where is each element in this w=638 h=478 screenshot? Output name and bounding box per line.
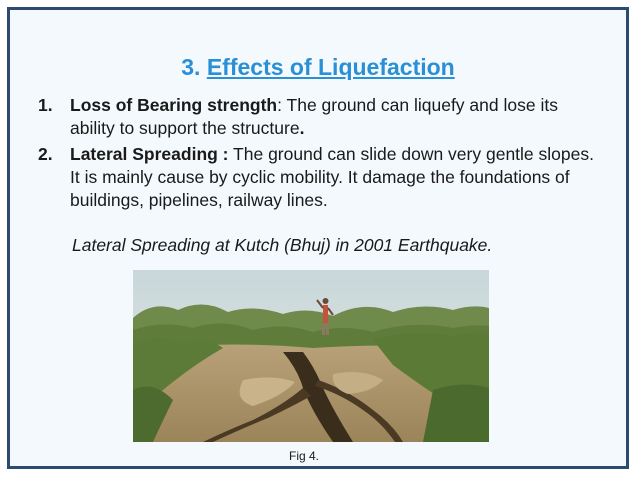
list-item <box>38 94 598 140</box>
list-item <box>38 143 598 212</box>
item-tail: . <box>299 118 305 138</box>
photo-illustration <box>133 270 489 442</box>
photo-caption: Lateral Spreading at Kutch (Bhuj) in 2001 Earthquake. <box>72 235 493 255</box>
slide-title <box>10 54 626 81</box>
item-text: The ground can slide down very gentle slopes. It is mainly cause by cyclic mobility. It damage the foundations of buildings, pipelines, railway lines. <box>70 144 594 210</box>
effects-list <box>38 94 598 215</box>
figure-label: Fig 4. <box>289 449 320 463</box>
item-heading: Loss of Bearing strength <box>70 95 278 115</box>
item-heading: Lateral Spreading : <box>70 144 229 164</box>
item-number: 2. <box>38 144 53 164</box>
title-number: 3. <box>181 54 207 80</box>
lateral-spreading-photo <box>133 270 489 442</box>
title-text: Effects of Liquefaction <box>206 54 455 80</box>
item-text: : The ground can liquefy and lose its ability to support the structure <box>70 95 558 138</box>
item-number: 1. <box>38 95 53 115</box>
